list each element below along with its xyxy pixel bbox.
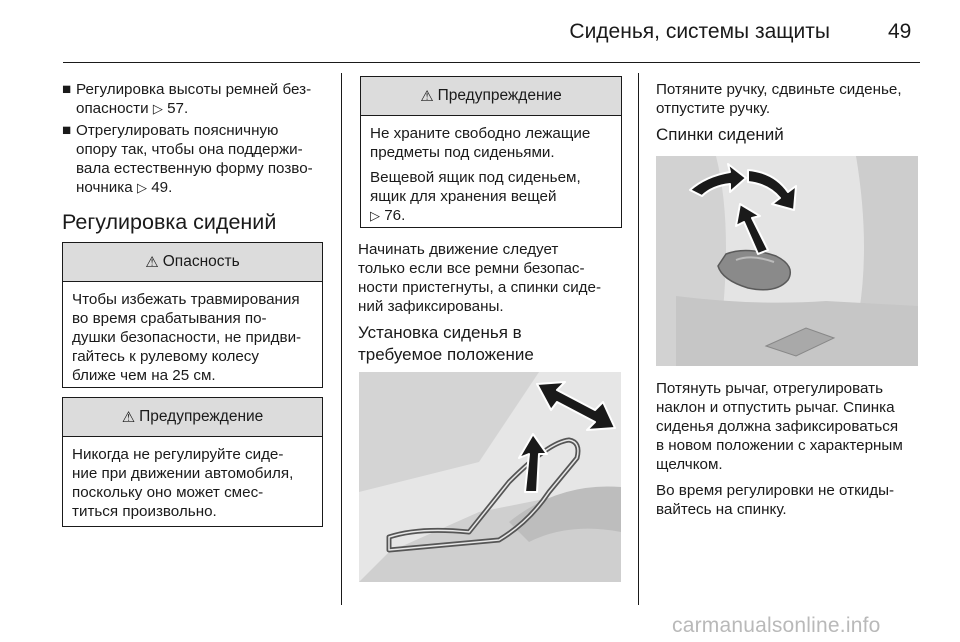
section-heading-seat-adjustment: Регулировка сидений bbox=[62, 210, 277, 234]
bullet-text: Отрегулировать поясничную bbox=[76, 122, 279, 139]
reference-arrow-icon: ▷ bbox=[152, 101, 163, 116]
bullet-text: Регулировка высоты ремней без- bbox=[76, 81, 312, 98]
subheading-seatbacks: Спинки сидений bbox=[656, 125, 784, 144]
text-line: в новом положении с характерным bbox=[656, 437, 903, 454]
warning-line: Никогда не регулируйте сиде- bbox=[72, 446, 284, 463]
text-line: ний зафиксированы. bbox=[358, 298, 504, 315]
bullet-text: опору так, чтобы она поддержи- bbox=[76, 141, 303, 158]
danger-box-header bbox=[63, 243, 322, 282]
paragraph-dont-lean bbox=[656, 481, 946, 519]
danger-line: гайтесь к рулевому колесу bbox=[72, 348, 259, 365]
warning-icon: ⚠ bbox=[121, 409, 136, 426]
header-rule bbox=[63, 62, 920, 63]
text-line: сиденья должна зафиксироваться bbox=[656, 418, 899, 435]
watermark[interactable]: carmanualsonline.info bbox=[672, 614, 881, 637]
warning-box-header bbox=[63, 398, 322, 437]
column-divider-right bbox=[638, 73, 639, 605]
warning-icon: ⚠ bbox=[145, 254, 159, 271]
bullet-item-lumbar bbox=[62, 121, 346, 197]
warning-body bbox=[63, 437, 322, 521]
text-line: Потяните ручку, сдвиньте сиденье, bbox=[656, 81, 902, 98]
warning-line: ние при движении автомобиля, bbox=[72, 465, 294, 482]
danger-line: ближе чем на 25 см. bbox=[72, 367, 216, 384]
text-line: вайтесь на спинку. bbox=[656, 501, 787, 518]
warning-icon: ⚠ bbox=[420, 88, 434, 105]
text-line: щелчком. bbox=[656, 456, 723, 473]
danger-box bbox=[62, 242, 323, 388]
figure-seatback bbox=[656, 156, 918, 366]
text-line: только если все ремни безопас- bbox=[358, 260, 585, 277]
bullet-icon: ■ bbox=[62, 122, 72, 139]
warning-box-loose-items bbox=[360, 76, 622, 228]
warning-line: ящик для хранения вещей bbox=[370, 188, 557, 205]
reference-arrow-icon: ▷ bbox=[136, 180, 147, 195]
warning-title: Предупреждение bbox=[437, 87, 562, 104]
reference-arrow-icon: ▷ bbox=[370, 208, 380, 223]
danger-title: Опасность bbox=[162, 253, 240, 270]
danger-line: во время срабатывания по- bbox=[72, 310, 267, 327]
bullet-text: вала естественную форму позво- bbox=[76, 160, 313, 177]
page-number: 49 bbox=[888, 20, 912, 43]
figure-seat-position bbox=[359, 372, 621, 582]
page-reference[interactable]: 76. bbox=[384, 207, 406, 224]
paragraph-lever bbox=[656, 379, 946, 474]
paragraph-seatbelts bbox=[358, 240, 628, 316]
warning-line: предметы под сиденьями. bbox=[370, 144, 555, 161]
danger-body bbox=[63, 282, 322, 385]
bullet-text: ночника bbox=[76, 179, 133, 196]
bullet-icon: ■ bbox=[62, 81, 72, 98]
warning-line: титься произвольно. bbox=[72, 503, 217, 520]
text-line: наклон и отпустить рычаг. Спинка bbox=[656, 399, 895, 416]
text-line: Во время регулировки не откиды- bbox=[656, 482, 895, 499]
subheading-seat-position bbox=[358, 322, 534, 366]
page-reference[interactable]: 49. bbox=[151, 179, 173, 196]
heading-line: Установка сиденья в bbox=[358, 323, 522, 342]
heading-line: требуемое положение bbox=[358, 345, 534, 364]
warning-line: поскольку оно может смес- bbox=[72, 484, 264, 501]
bullet-text: опасности bbox=[76, 100, 149, 117]
warning-body bbox=[361, 116, 621, 225]
warning-line: Не храните свободно лежащие bbox=[370, 125, 591, 142]
warning-title: Предупреждение bbox=[139, 408, 264, 425]
warning-line: Вещевой ящик под сиденьем, bbox=[370, 169, 581, 186]
seat-position-illustration bbox=[359, 372, 621, 582]
warning-box-header bbox=[361, 77, 621, 116]
seatback-illustration bbox=[656, 156, 918, 366]
text-line: Начинать движение следует bbox=[358, 241, 559, 258]
paragraph-pull-handle bbox=[656, 80, 946, 118]
text-line: Потянуть рычаг, отрегулировать bbox=[656, 380, 884, 397]
warning-box-driving bbox=[62, 397, 323, 527]
danger-line: Чтобы избежать травмирования bbox=[72, 291, 300, 308]
bullet-item-belt-height bbox=[62, 80, 346, 118]
page-header-title: Сиденья, системы защиты bbox=[569, 20, 830, 43]
text-line: отпустите ручку. bbox=[656, 100, 771, 117]
page-reference[interactable]: 57. bbox=[167, 100, 189, 117]
text-line: ности пристегнуты, а спинки сиде- bbox=[358, 279, 602, 296]
danger-line: душки безопасности, не придви- bbox=[72, 329, 302, 346]
